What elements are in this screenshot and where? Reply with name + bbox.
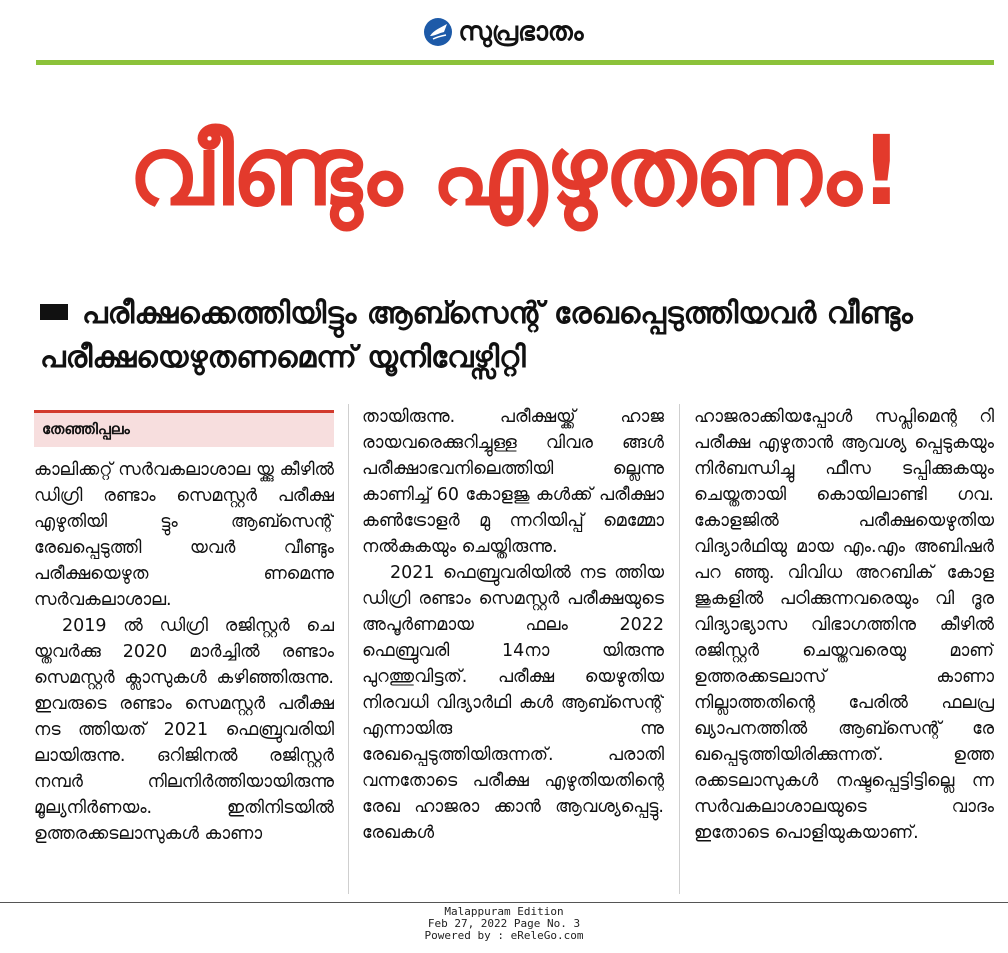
- footer-rule: [0, 902, 1008, 903]
- subhead-text: പരീക്ഷക്കെത്തിയിട്ടും ആബ്സെന്റ് രേഖപ്പെടുത്തിയവർ വീണ്ടും പരീക്ഷയെഴുതണമെന്ന് യൂനിവേഴ്സിറ്റി: [40, 296, 913, 375]
- subhead-bullet: [40, 304, 68, 320]
- dateline-box: [34, 410, 334, 447]
- footer-edition: Malappuram Edition: [444, 905, 564, 918]
- footer: [0, 906, 1008, 942]
- footer-powered-by: Powered by : eReleGo.com: [424, 929, 584, 942]
- dateline: തേഞ്ഞിപ്പലം: [42, 420, 130, 438]
- column-2: [362, 404, 664, 894]
- col1-paragraph-2: 2019 ൽ ഡിഗ്രി രജിസ്റ്റർ ചെ യ്തവർക്കു 2020 മാർച്ചിൽ രണ്ടാം സെമസ്റ്റർ ക്ലാസുകൾ കഴിഞ്ഞിരുന്നു. ഇവരുടെ രണ്ടാം സെമസ്റ്റർ പരീക്ഷ നട ത്തിയത് 2021 ഫെബ്രുവരിയി ലായിരുന്നു. ഒറിജിനൽ രജിസ്റ്റർ നമ്പർ നിലനിർത്തിയായിരുന്നു മൂല്യനിർണയം. ഇതിനിടയിൽ ഉത്തരക്കടലാസുകൾ കാണാ: [34, 616, 334, 844]
- footer-date-page: Feb 27, 2022 Page No. 3: [427, 917, 581, 930]
- col2-paragraph-2: 2021 ഫെബ്രുവരിയിൽ നട ത്തിയ ഡിഗ്രി രണ്ടാം സെമസ്റ്റർ പരീക്ഷയുടെ അപൂർണമായ ഫലം 2022 ഫെബ്രുവരി 14നാ യിരുന്നു പുറത്തുവിട്ടത്. പരീക്ഷ യെഴുതിയ നിരവധി വിദ്യാർഥി കൾ ആബ്സെന്റ് എന്നായിരു ന്നു രേഖപ്പെടുത്തിയിരുന്നത്. പരാതി വന്നതോടെ പരീക്ഷ എഴുതിയതിന്റെ രേഖ ഹാജരാ ക്കാൻ ആവശ്യപ്പെട്ടു. രേഖകൾ: [362, 563, 664, 843]
- column-1: [34, 404, 334, 894]
- masthead-title: സുപ്രഭാതം: [458, 16, 584, 47]
- masthead-rule: [36, 60, 994, 65]
- col1-paragraph-1: കാലിക്കറ്റ് സർവകലാശാല യ്ക്കു കീഴിൽ ഡിഗ്രി രണ്ടാം സെമസ്റ്റർ പരീക്ഷ എഴുതിയി ട്ടും ആബ്സെന്റ് രേഖപ്പെടുത്തി യവർ വീണ്ടും പരീക്ഷയെഴുത ണമെന്നു സർവകലാശാല.: [34, 460, 334, 610]
- headline: വീണ്ടും എഴുതണം!: [128, 115, 902, 227]
- globe-logo-icon: [424, 18, 452, 46]
- col3-paragraph-1: ഹാജരാക്കിയപ്പോൾ സപ്ലിമെന്റ റി പരീക്ഷ എഴുതാൻ ആവശ്യ പ്പെടുകയും നിർബന്ധിച്ചു ഫീസ ടപ്പിക്കുകയും ചെയ്തതായി കൊയിലാണ്ടി ഗവ. കോളജിൽ പരീക്ഷയെഴുതിയ വിദ്യാർഥിയു മായ എം.എം അബിഷർ പറ ഞ്ഞു. വിവിധ അറബിക് കോള ജുകളിൽ പഠിക്കുന്നവരെയും വി ദൂര വിദ്യാഭ്യാസ വിഭാഗത്തിനു കീഴിൽ രജിസ്റ്റർ ചെയ്തവരെയു മാണ് ഉത്തരക്കടലാസ് കാണാ നില്ലാത്തതിന്റെ പേരിൽ ഫലപ്ര ഖ്യാപനത്തിൽ ആബ്സെന്റ് രേ ഖപ്പെടുത്തിയിരിക്കുന്നത്. ഉത്ത രക്കടലാസുകൾ നഷ്ടപ്പെട്ടിട്ടില്ലെ ന്ന സർവകലാശാലയുടെ വാദം ഇതോടെ പൊളിയുകയാണ്.: [694, 407, 994, 843]
- column-divider: [679, 404, 680, 894]
- column-divider: [348, 404, 349, 894]
- col2-paragraph-1: തായിരുന്നു. പരീക്ഷയ്ക്ക് ഹാജ രായവരെക്കുറിച്ചുള്ള വിവര ങ്ങൾ പരീക്ഷാഭവനിലെത്തിയി ല്ലെന്നു കാണിച്ച് 60 കോളജു കൾക്ക് പരീക്ഷാ കൺട്രോളർ മു ന്നറിയിപ്പ് മെമ്മോ നൽകുകയും ചെയ്തിരുന്നു.: [362, 407, 664, 557]
- column-3: [694, 404, 994, 894]
- masthead: [0, 12, 1008, 52]
- subhead: [40, 292, 980, 380]
